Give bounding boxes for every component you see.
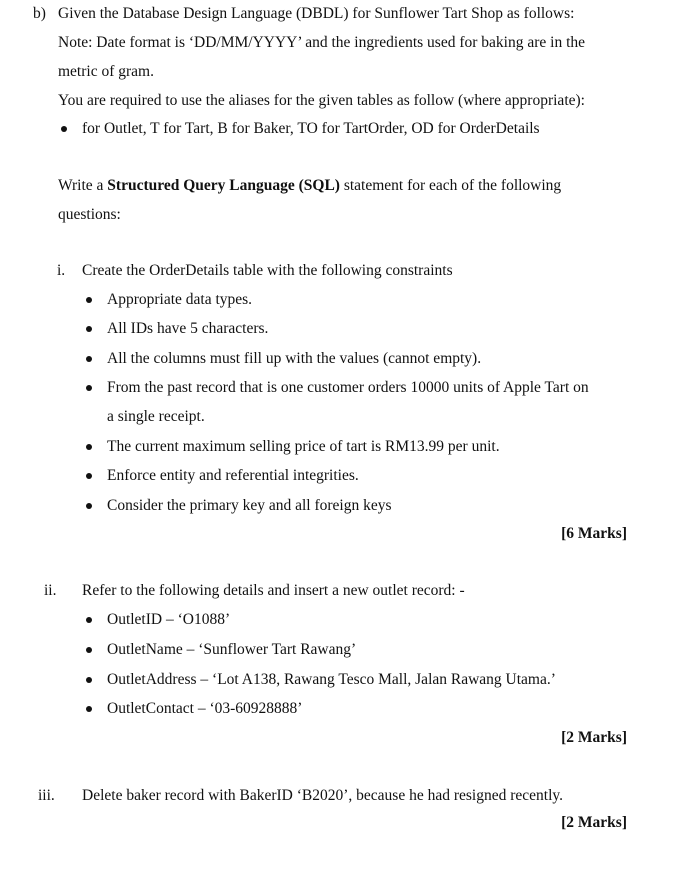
bullet-icon	[86, 385, 92, 391]
part-i-bullet-3: All the columns must fill up with the values (cannot empty).	[107, 350, 482, 367]
instruction-post: statement for each of the following	[339, 177, 562, 194]
part-i-text: Create the OrderDetails table with the following constraints	[82, 262, 453, 279]
intro-line-3: metric of gram.	[58, 63, 154, 80]
bullet-icon	[86, 326, 92, 332]
part-i-bullet-4-line-1: From the past record that is one customer orders 10000 units of Apple Tart on	[107, 379, 589, 396]
part-ii-bullet-4: OutletContact – ‘03-60928888’	[107, 700, 303, 717]
bullet-icon	[86, 706, 92, 712]
question-label: b)	[33, 5, 46, 22]
part-i-marks: [6 Marks]	[561, 525, 627, 542]
instruction-line-1	[58, 176, 561, 196]
bullet-icon	[86, 677, 92, 683]
bullet-icon	[86, 356, 92, 362]
part-iii-text: Delete baker record with BakerID ‘B2020’, because he had resigned recently.	[82, 787, 564, 804]
instruction-pre: Write a	[58, 177, 108, 194]
alias-bullet-text: for Outlet, T for Tart, B for Baker, TO for TartOrder, OD for OrderDetails	[82, 120, 540, 137]
part-ii-bullet-2: OutletName – ‘Sunflower Tart Rawang’	[107, 641, 357, 658]
part-i-bullet-7: Consider the primary key and all foreign keys	[107, 497, 392, 514]
bullet-icon	[86, 444, 92, 450]
part-ii-bullet-1: OutletID – ‘O1088’	[107, 611, 231, 628]
intro-line-1: Given the Database Design Language (DBDL) for Sunflower Tart Shop as follows:	[58, 5, 575, 22]
bullet-icon	[86, 473, 92, 479]
instruction-bold: Structured Query Language (SQL)	[107, 177, 340, 194]
part-i-bullet-1: Appropriate data types.	[107, 291, 253, 308]
bullet-icon	[86, 647, 92, 653]
part-iii-marks: [2 Marks]	[561, 814, 627, 831]
intro-line-4: You are required to use the aliases for the given tables as follow (where appropriate):	[58, 92, 585, 109]
instruction-line-2: questions:	[58, 206, 121, 223]
part-i-bullet-2: All IDs have 5 characters.	[107, 320, 269, 337]
part-ii-label: ii.	[44, 582, 57, 599]
part-ii-marks: [2 Marks]	[561, 729, 627, 746]
bullet-icon	[61, 126, 67, 132]
part-i-bullet-6: Enforce entity and referential integrities.	[107, 467, 359, 484]
part-ii-text: Refer to the following details and insert a new outlet record: -	[82, 582, 465, 599]
part-i-bullet-5: The current maximum selling price of tart is RM13.99 per unit.	[107, 438, 500, 455]
part-ii-bullet-3: OutletAddress – ‘Lot A138, Rawang Tesco Mall, Jalan Rawang Utama.’	[107, 671, 556, 688]
part-iii-label: iii.	[38, 787, 55, 804]
part-i-bullet-4-line-2: a single receipt.	[107, 408, 205, 425]
part-i-label: i.	[57, 262, 66, 279]
intro-line-2: Note: Date format is ‘DD/MM/YYYY’ and the ingredients used for baking are in the	[58, 34, 586, 51]
bullet-icon	[86, 503, 92, 509]
bullet-icon	[86, 297, 92, 303]
bullet-icon	[86, 617, 92, 623]
